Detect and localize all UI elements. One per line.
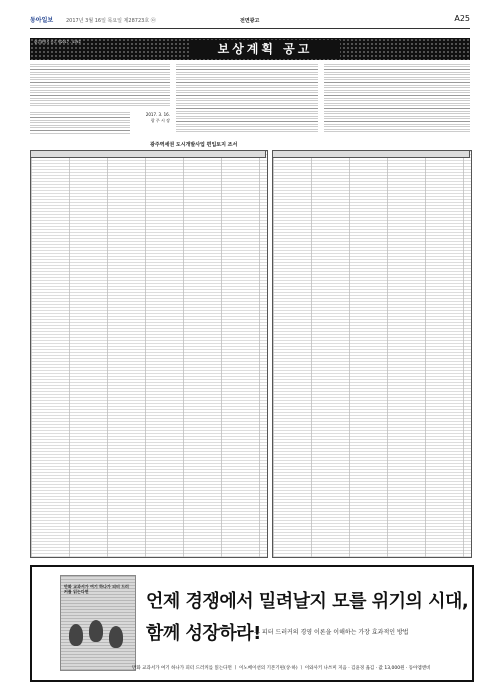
page-header — [30, 14, 470, 29]
land-table-left — [30, 150, 268, 558]
table-title: 광주역세권 도시개발사업 편입토지 조서 — [150, 142, 238, 148]
book-advertisement — [30, 565, 474, 682]
intro-text-column-2 — [176, 64, 318, 132]
table-header-right — [272, 150, 470, 158]
character-illustration — [109, 626, 123, 648]
character-illustration — [89, 620, 103, 642]
contact-list — [30, 112, 130, 134]
character-illustration — [69, 624, 83, 646]
ad-subline: — 피터 드러커의 경영 이론을 이해하는 가장 효과적인 방법 — [254, 629, 409, 636]
land-table-right — [272, 150, 472, 558]
intro-text-column-1 — [30, 64, 170, 108]
signature-issuer: 광 주 시 장 — [150, 118, 170, 123]
book-cover — [60, 575, 136, 671]
notice-title: 보상계획 공고 — [190, 40, 340, 58]
table-header-left — [30, 150, 266, 158]
ad-headline-1: 언제 경쟁에서 밀려날지 모를 위기의 시대, — [146, 591, 469, 612]
page-number: A25 — [454, 14, 470, 23]
issue-date: 2017년 3월 16일 목요일 제28723호 ㉧ — [66, 18, 156, 24]
signature-block — [140, 112, 170, 124]
notice-number: 광주광역시 공고 제2017 - 419호 — [34, 40, 82, 44]
ad-footer: 만화 교과서가 여기 하나가 피터 드러커를 읽는다면 ㅣ 이노베이션의 기본기편(상·하) ㅣ 이와사키 나쓰미 지음 · 김윤경 옮김 · 값 13,000원 · 동아엠앤비 — [132, 666, 431, 671]
book-cover-title: 만화 교과서가 여기 하나가 피터 드러커를 읽는다면 — [64, 584, 129, 594]
ad-headline-2: 함께 성장하라! — [146, 623, 261, 644]
signature-date: 2017. 3. 16. — [145, 112, 170, 117]
intro-text-column-3 — [324, 64, 470, 132]
section-label: 전면광고 — [240, 18, 260, 24]
newspaper-logo: 동아일보 — [30, 17, 54, 24]
notice-banner — [30, 38, 470, 60]
